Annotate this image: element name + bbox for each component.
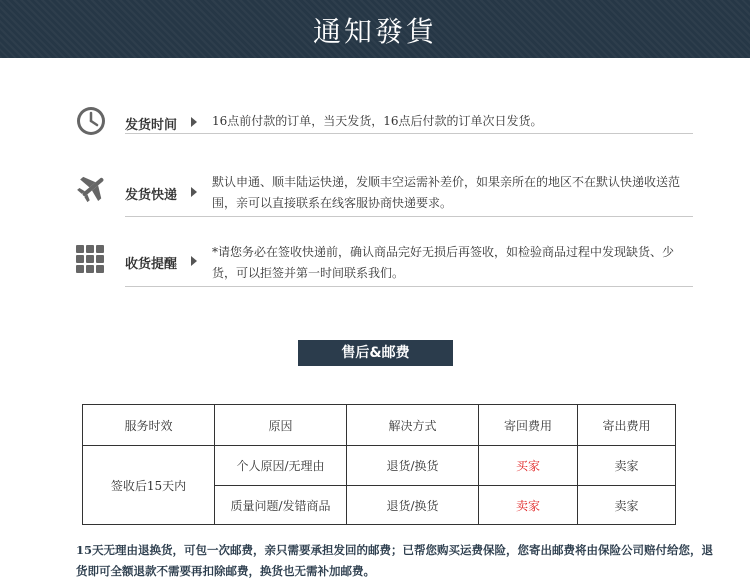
table-cell-reason: 质量问题/发错商品 (215, 486, 347, 525)
shipping-policy-note: 15天无理由退换货，可包一次邮费，亲只需要承担发回的邮费；已帮您购买运费保险，您寄出邮费将由保险公司赔付给您，退货即可全额退款不需要再扣除邮费，换货也无需补加邮费。 (76, 543, 713, 578)
table-cell-send-fee: 卖家 (578, 446, 676, 486)
table-cell-period: 签收后15天内 (83, 446, 215, 525)
row-text: 16点前付款的订单，当天发货，16点后付款的订单次日发货。 (212, 114, 543, 128)
table-cell-solution: 退货/换货 (347, 446, 479, 486)
arrow-right-icon (191, 256, 197, 266)
divider (125, 286, 693, 287)
row-label: 收货提醒 (125, 257, 178, 272)
header-banner (0, 0, 750, 58)
clock-icon (76, 106, 106, 140)
divider (125, 133, 693, 134)
table-cell-return-fee: 卖家 (479, 486, 578, 525)
airplane-icon (76, 170, 110, 208)
row-text: *请您务必在签收快递前，确认商品完好无损后再签收，如检验商品过程中发现缺货、少货，可以拒签并第一时间联系我们。 (212, 245, 675, 280)
arrow-right-icon (191, 187, 197, 197)
table-cell-solution: 退货/换货 (347, 486, 479, 525)
table-cell-reason: 个人原因/无理由 (215, 446, 347, 486)
table-header-cell: 寄回费用 (479, 405, 578, 446)
table-cell-send-fee: 卖家 (578, 486, 676, 525)
table-row (83, 446, 676, 486)
section-title: 售后&邮费 (298, 340, 453, 366)
table-header-cell: 原因 (215, 405, 347, 446)
grid-icon (76, 245, 104, 277)
table-cell-return-fee: 买家 (479, 446, 578, 486)
after-sales-table (82, 404, 676, 525)
table-header-cell: 寄出费用 (578, 405, 676, 446)
row-label: 发货快递 (125, 188, 178, 203)
row-text: 默认申通、顺丰陆运快递，发顺丰空运需补差价，如果亲所在的地区不在默认快递收送范围，亲可以直接联系在线客服协商快递要求。 (212, 175, 681, 210)
page-title: 通知發貨 (312, 15, 437, 48)
table-header-row (83, 405, 676, 446)
table-header-cell: 服务时效 (83, 405, 215, 446)
row-label: 发货时间 (125, 118, 178, 133)
divider (125, 216, 693, 217)
table-header-cell: 解决方式 (347, 405, 479, 446)
arrow-right-icon (191, 117, 197, 127)
